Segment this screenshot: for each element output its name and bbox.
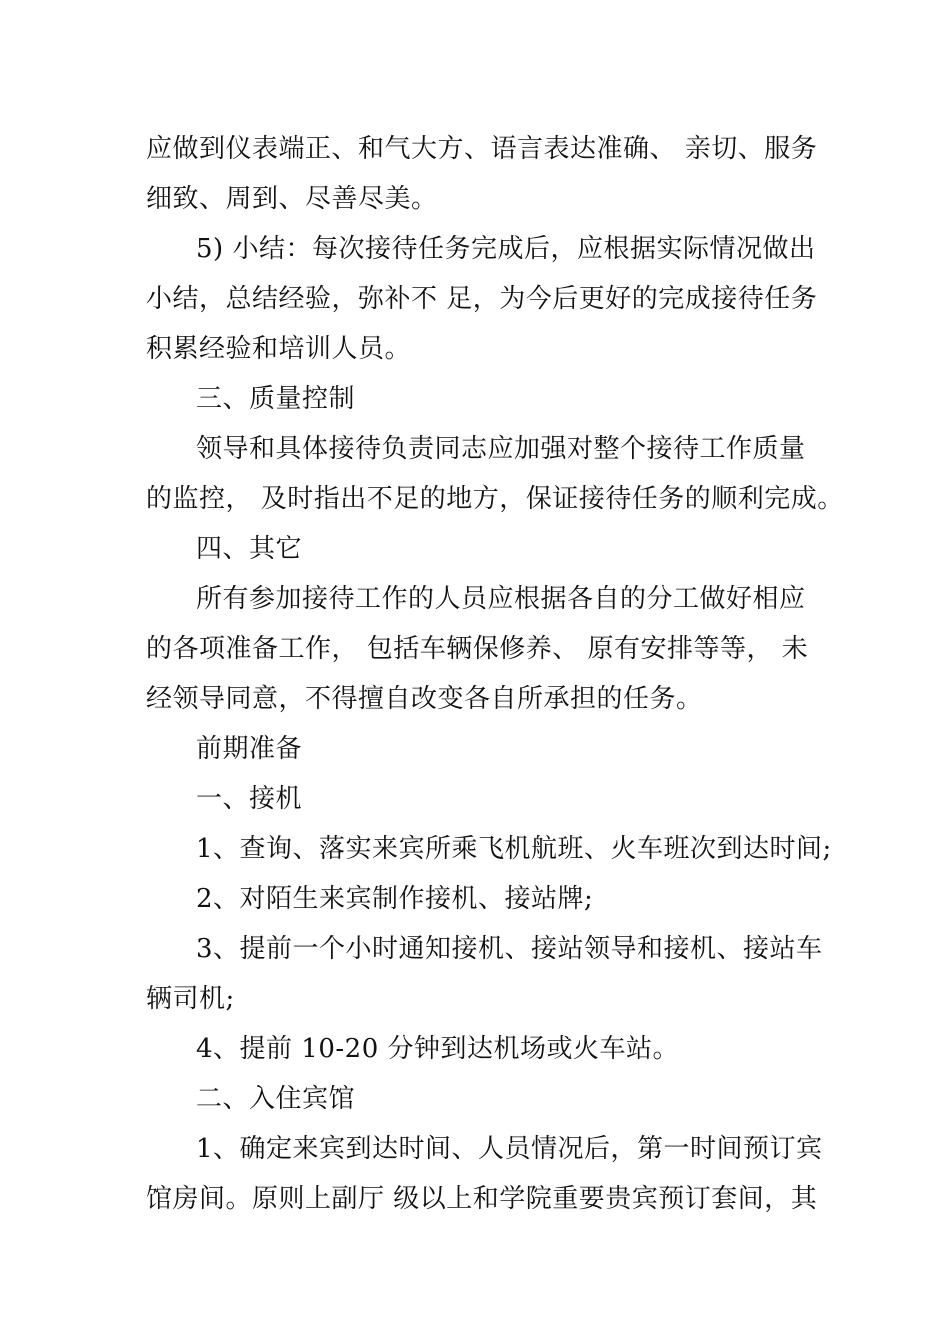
text-line: 辆司机; (146, 984, 235, 1014)
text-line: 馆房间。原则上副厅 级以上和学院重要贵宾预订套间，其 (146, 1184, 818, 1214)
text-line: 小结，总结经验，弥补不 足，为今后更好的完成接待任务 (146, 284, 818, 314)
text-line: 领导和具体接待负责同志应加强对整个接待工作质量 (196, 434, 806, 464)
list-item: 1、确定来宾到达时间、人员情况后，第一时间预订宾 (196, 1134, 823, 1164)
section-heading: 四、其它 (196, 534, 303, 564)
section-heading: 前期准备 (196, 734, 303, 764)
text-line: 细致、周到、尽善尽美。 (146, 184, 438, 214)
text-line: 经领导同意，不得擅自改变各自所承担的任务。 (146, 684, 703, 714)
section-heading: 二、入住宾馆 (196, 1084, 356, 1114)
text-line: 积累经验和培训人员。 (146, 334, 412, 364)
list-item: 4、提前 10-20 分钟到达机场或火车站。 (196, 1034, 680, 1064)
section-heading: 三、质量控制 (196, 384, 356, 414)
list-item: 3、提前一个小时通知接机、接站领导和接机、接站车 (196, 934, 823, 964)
section-heading: 一、接机 (196, 784, 303, 814)
text-line: 所有参加接待工作的人员应根据各自的分工做好相应 (196, 584, 806, 614)
text-line: 的各项准备工作， 包括车辆保修养、 原有安排等等， 未 (146, 634, 809, 664)
list-item: 1、查询、落实来宾所乘飞机航班、火车班次到达时间; (196, 834, 832, 864)
text-line: 应做到仪表端正、和气大方、语言表达准确、 亲切、服务 (146, 134, 818, 164)
text-line: 的监控， 及时指出不足的地方，保证接待任务的顺利完成。 (146, 484, 844, 514)
list-item: 2、对陌生来宾制作接机、接站牌; (196, 884, 594, 914)
text-line: 5) 小结：每次接待任务完成后，应根据实际情况做出 (196, 234, 816, 264)
